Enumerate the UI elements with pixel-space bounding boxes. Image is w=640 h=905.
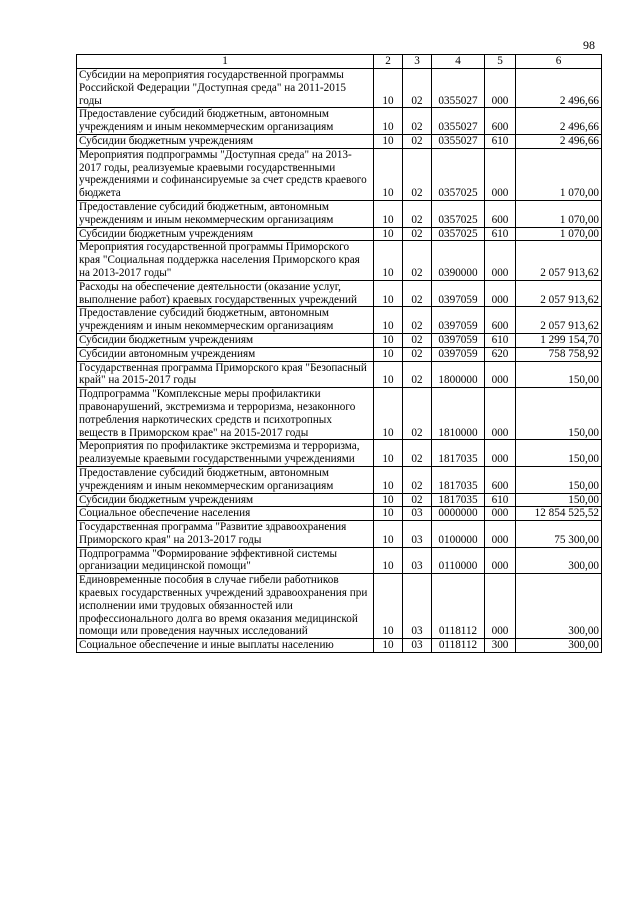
- row-subsection: 02: [403, 241, 432, 280]
- row-section: 10: [374, 200, 403, 227]
- row-description: Предоставление субсидий бюджетным, автономным учреждениям и иным некоммерческим организациям: [77, 307, 374, 334]
- row-section: 10: [374, 333, 403, 347]
- table-row: [77, 574, 602, 639]
- page-number: 98: [583, 38, 595, 52]
- table-row: [77, 639, 602, 653]
- row-amount: 12 854 525,52: [516, 507, 602, 521]
- row-target-article: 1817035: [432, 493, 485, 507]
- row-amount: 300,00: [516, 574, 602, 639]
- table-row: [77, 134, 602, 148]
- row-expense-type: 610: [485, 493, 516, 507]
- row-target-article: 0118112: [432, 639, 485, 653]
- header-col-6: 6: [516, 55, 602, 69]
- row-subsection: 03: [403, 639, 432, 653]
- row-expense-type: 610: [485, 227, 516, 241]
- row-description: Предоставление субсидий бюджетным, автономным учреждениям и иным некоммерческим организациям: [77, 466, 374, 493]
- row-description: Подпрограмма "Комплексные меры профилактики правонарушений, экстремизма и терроризма, незаконного потребления наркотических средств и психотропных веществ в Приморском крае" на 2015-2017 годы: [77, 388, 374, 440]
- row-subsection: 02: [403, 280, 432, 307]
- row-description: Мероприятия подпрограммы "Доступная среда" на 2013-2017 годы, реализуемые краевыми государственными учреждениями и софинансируемые за счет средств краевого бюджета: [77, 148, 374, 200]
- row-target-article: 0357025: [432, 148, 485, 200]
- row-amount: 1 299 154,70: [516, 333, 602, 347]
- table-row: [77, 388, 602, 440]
- row-subsection: 02: [403, 134, 432, 148]
- row-amount: 2 496,66: [516, 108, 602, 135]
- row-description: Субсидии на мероприятия государственной программы Российской Федерации "Доступная среда" на 2011-2015 годы: [77, 69, 374, 108]
- row-subsection: 03: [403, 521, 432, 548]
- row-description: Социальное обеспечение и иные выплаты населению: [77, 639, 374, 653]
- row-target-article: 1800000: [432, 361, 485, 388]
- row-subsection: 02: [403, 493, 432, 507]
- table-row: [77, 280, 602, 307]
- row-target-article: 0355027: [432, 134, 485, 148]
- row-target-article: 0000000: [432, 507, 485, 521]
- header-col-5: 5: [485, 55, 516, 69]
- row-amount: 150,00: [516, 466, 602, 493]
- row-target-article: 0355027: [432, 108, 485, 135]
- row-subsection: 02: [403, 388, 432, 440]
- row-expense-type: 600: [485, 307, 516, 334]
- header-col-1: 1: [77, 55, 374, 69]
- row-expense-type: 600: [485, 200, 516, 227]
- table-row: [77, 440, 602, 467]
- table-row: [77, 466, 602, 493]
- row-amount: 1 070,00: [516, 148, 602, 200]
- row-description: Предоставление субсидий бюджетным, автономным учреждениям и иным некоммерческим организациям: [77, 108, 374, 135]
- table-row: [77, 507, 602, 521]
- header-col-4: 4: [432, 55, 485, 69]
- row-amount: 300,00: [516, 639, 602, 653]
- row-amount: 758 758,92: [516, 347, 602, 361]
- row-target-article: 1817035: [432, 466, 485, 493]
- row-section: 10: [374, 466, 403, 493]
- row-expense-type: 610: [485, 134, 516, 148]
- row-subsection: 02: [403, 466, 432, 493]
- row-description: Субсидии бюджетным учреждениям: [77, 333, 374, 347]
- row-target-article: 1817035: [432, 440, 485, 467]
- table-row: [77, 333, 602, 347]
- row-expense-type: 610: [485, 333, 516, 347]
- row-amount: 1 070,00: [516, 227, 602, 241]
- row-description: Субсидии бюджетным учреждениям: [77, 134, 374, 148]
- row-section: 10: [374, 507, 403, 521]
- row-subsection: 02: [403, 69, 432, 108]
- row-section: 10: [374, 639, 403, 653]
- row-description: Субсидии бюджетным учреждениям: [77, 493, 374, 507]
- row-section: 10: [374, 241, 403, 280]
- table-row: [77, 69, 602, 108]
- table-row: [77, 547, 602, 574]
- row-section: 10: [374, 148, 403, 200]
- row-subsection: 02: [403, 333, 432, 347]
- row-description: Государственная программа Приморского края "Безопасный край" на 2015-2017 годы: [77, 361, 374, 388]
- table-row: [77, 521, 602, 548]
- table-row: [77, 493, 602, 507]
- row-target-article: 1810000: [432, 388, 485, 440]
- row-subsection: 02: [403, 307, 432, 334]
- row-amount: 2 496,66: [516, 69, 602, 108]
- row-description: Мероприятия государственной программы Приморского края "Социальная поддержка населения Приморского края на 2013-2017 годы": [77, 241, 374, 280]
- row-target-article: 0397059: [432, 307, 485, 334]
- row-subsection: 02: [403, 361, 432, 388]
- row-target-article: 0357025: [432, 200, 485, 227]
- header-col-2: 2: [374, 55, 403, 69]
- row-expense-type: 000: [485, 241, 516, 280]
- row-section: 10: [374, 134, 403, 148]
- row-section: 10: [374, 69, 403, 108]
- row-section: 10: [374, 361, 403, 388]
- row-description: Предоставление субсидий бюджетным, автономным учреждениям и иным некоммерческим организациям: [77, 200, 374, 227]
- row-target-article: 0397059: [432, 280, 485, 307]
- row-target-article: 0357025: [432, 227, 485, 241]
- row-expense-type: 000: [485, 361, 516, 388]
- table-row: [77, 227, 602, 241]
- row-description: Расходы на обеспечение деятельности (оказание услуг, выполнение работ) краевых государственных учреждений: [77, 280, 374, 307]
- row-section: 10: [374, 574, 403, 639]
- row-description: Субсидии автономным учреждениям: [77, 347, 374, 361]
- row-expense-type: 600: [485, 466, 516, 493]
- row-expense-type: 000: [485, 69, 516, 108]
- table-row: [77, 361, 602, 388]
- row-amount: 75 300,00: [516, 521, 602, 548]
- row-amount: 2 057 913,62: [516, 241, 602, 280]
- row-amount: 2 057 913,62: [516, 280, 602, 307]
- row-amount: 150,00: [516, 493, 602, 507]
- row-section: 10: [374, 307, 403, 334]
- row-section: 10: [374, 440, 403, 467]
- row-subsection: 02: [403, 227, 432, 241]
- row-section: 10: [374, 388, 403, 440]
- budget-table: [76, 54, 602, 653]
- row-section: 10: [374, 547, 403, 574]
- row-target-article: 0118112: [432, 574, 485, 639]
- row-target-article: 0110000: [432, 547, 485, 574]
- row-amount: 150,00: [516, 361, 602, 388]
- row-subsection: 02: [403, 440, 432, 467]
- row-subsection: 02: [403, 108, 432, 135]
- table-row: [77, 347, 602, 361]
- row-amount: 1 070,00: [516, 200, 602, 227]
- row-expense-type: 000: [485, 507, 516, 521]
- row-target-article: 0355027: [432, 69, 485, 108]
- row-target-article: 0100000: [432, 521, 485, 548]
- table-row: [77, 200, 602, 227]
- table-row: [77, 307, 602, 334]
- row-amount: 150,00: [516, 440, 602, 467]
- row-expense-type: 000: [485, 388, 516, 440]
- row-description: Подпрограмма "Формирование эффективной системы организации медицинской помощи": [77, 547, 374, 574]
- row-expense-type: 000: [485, 521, 516, 548]
- row-subsection: 02: [403, 200, 432, 227]
- row-target-article: 0390000: [432, 241, 485, 280]
- row-section: 10: [374, 521, 403, 548]
- row-section: 10: [374, 227, 403, 241]
- row-expense-type: 620: [485, 347, 516, 361]
- row-section: 10: [374, 347, 403, 361]
- row-description: Субсидии бюджетным учреждениям: [77, 227, 374, 241]
- row-subsection: 03: [403, 574, 432, 639]
- row-expense-type: 000: [485, 280, 516, 307]
- row-amount: 2 496,66: [516, 134, 602, 148]
- row-expense-type: 600: [485, 108, 516, 135]
- row-subsection: 03: [403, 547, 432, 574]
- row-section: 10: [374, 280, 403, 307]
- row-target-article: 0397059: [432, 333, 485, 347]
- row-subsection: 02: [403, 347, 432, 361]
- row-target-article: 0397059: [432, 347, 485, 361]
- row-expense-type: 000: [485, 547, 516, 574]
- row-description: Социальное обеспечение населения: [77, 507, 374, 521]
- table-row: [77, 108, 602, 135]
- table-header-row: [77, 55, 602, 69]
- row-amount: 300,00: [516, 547, 602, 574]
- row-expense-type: 000: [485, 574, 516, 639]
- row-section: 10: [374, 108, 403, 135]
- row-amount: 150,00: [516, 388, 602, 440]
- row-expense-type: 000: [485, 440, 516, 467]
- row-description: Государственная программа "Развитие здравоохранения Приморского края" на 2013-2017 годы: [77, 521, 374, 548]
- row-amount: 2 057 913,62: [516, 307, 602, 334]
- row-expense-type: 000: [485, 148, 516, 200]
- row-section: 10: [374, 493, 403, 507]
- row-description: Единовременные пособия в случае гибели работников краевых государственных учреждений здравоохранения при исполнении ими трудовых обязанностей или профессионального долга во время оказания медицинской помощи или проведения научных исследований: [77, 574, 374, 639]
- row-subsection: 03: [403, 507, 432, 521]
- table-row: [77, 148, 602, 200]
- row-expense-type: 300: [485, 639, 516, 653]
- row-subsection: 02: [403, 148, 432, 200]
- table-row: [77, 241, 602, 280]
- row-description: Мероприятия по профилактике экстремизма и терроризма, реализуемые краевыми государственными учреждениями: [77, 440, 374, 467]
- header-col-3: 3: [403, 55, 432, 69]
